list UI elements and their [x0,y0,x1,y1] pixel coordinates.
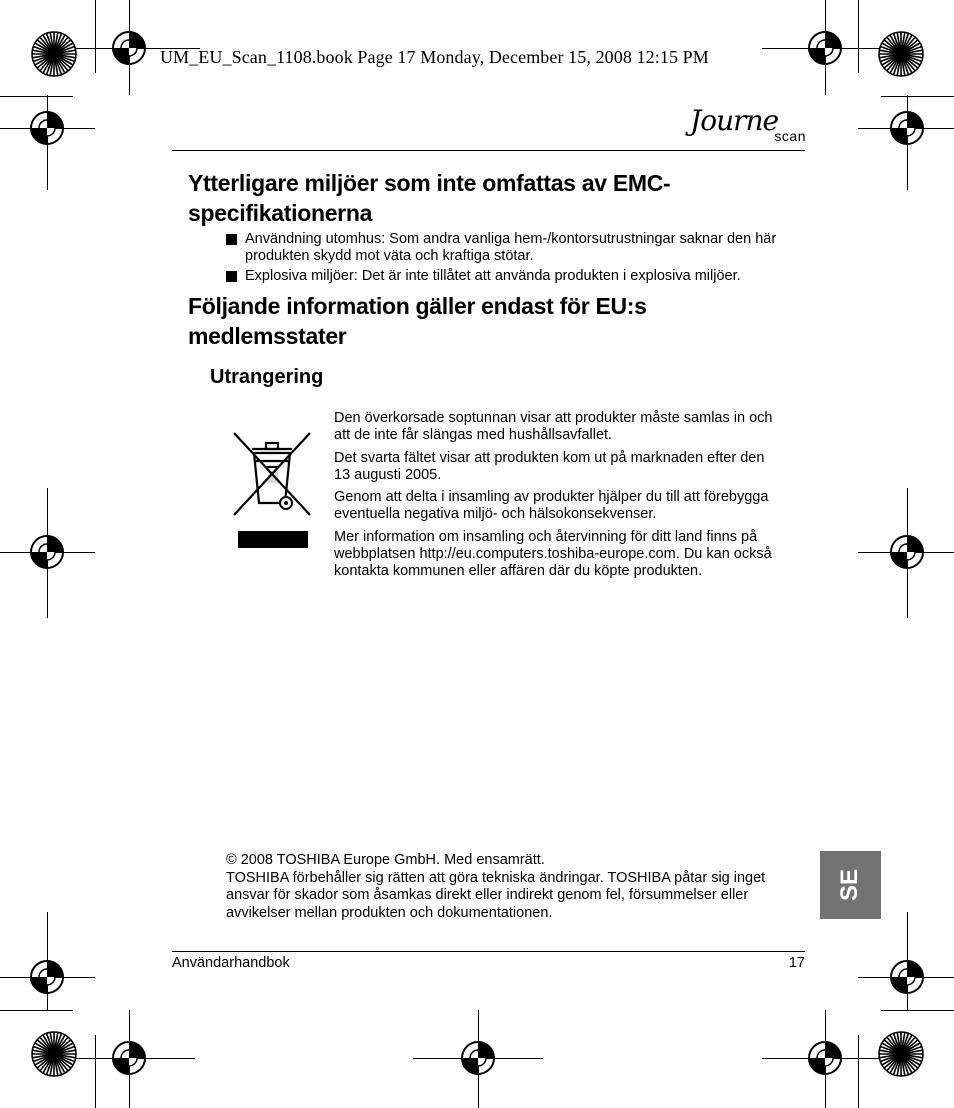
page-number: 17 [788,955,805,971]
registration-mark-icon [458,1038,498,1078]
language-tab [820,851,881,919]
registration-mark-icon [27,108,67,148]
copyright-notice [226,852,806,922]
section-heading-emc [188,168,670,228]
crop-mark-line [881,96,954,97]
disposal-text [334,410,784,586]
logo-script: Journe [690,104,779,137]
footer-manual-title: Användarhandbok [172,955,290,971]
heading-line: specifikationerna [188,200,373,226]
crossed-out-wheelie-bin-icon [232,431,312,519]
subheading-utrangering: Utrangering [210,366,324,388]
disclaimer-text: TOSHIBA förbehåller sig rätten att göra tekniska ändringar. TOSHIBA påtar sig inget ansvar för skador som åsamkas direkt eller indirekt genom fel, försummelser eller avvikelser mellan produkten och dokumentationen. [226,869,766,921]
list-item-text: Användning utomhus: Som andra vanliga hem-/kontorsutrustningar saknar den här produkten skydd mot väta och kraftiga stötar. [245,231,777,264]
paragraph: Det svarta fältet visar att produkten kom ut på marknaden efter den 13 augusti 2005. [334,449,765,483]
paragraph: Mer information om insamling och återvinning för ditt land finns på webbplatsen http://eu.computers.toshiba-europe.com. Du kan också kontakta kommunen eller affären där du köpte produkten. [334,528,772,580]
black-bar-marker [238,531,308,548]
square-bullet-icon [226,234,237,245]
registration-mark-icon [887,957,927,997]
crop-mark-line [881,1010,954,1011]
starburst-target-icon [877,30,925,78]
list-item [226,268,816,285]
header-rule [172,150,805,151]
heading-line: medlemsstater [188,323,347,349]
heading-line: Följande information gäller endast för EU:s [188,293,647,319]
square-bullet-icon [226,271,237,282]
heading-line: Ytterligare miljöer som inte omfattas av EMC- [188,170,671,196]
starburst-target-icon [30,30,78,78]
starburst-target-icon [877,1030,925,1078]
logo-sub: scan [774,128,806,144]
paragraph: Genom att delta i insamling av produkter hjälper du till att förebygga eventuella negativa miljö- och hälsokonsekvenser. [334,489,769,523]
crop-mark-line [858,0,859,73]
print-header: UM_EU_Scan_1108.book Page 17 Monday, December 15, 2008 12:15 PM [160,47,709,67]
registration-mark-icon [887,108,927,148]
list-item-text: Explosiva miljöer: Det är inte tillåtet att använda produkten i explosiva miljöer. [245,268,741,284]
crop-mark-line [95,0,96,73]
registration-mark-icon [27,532,67,572]
crop-mark-line [95,1035,96,1108]
registration-mark-icon [805,28,845,68]
crop-mark-line [0,96,73,97]
crop-mark-line [0,1010,73,1011]
registration-mark-icon [805,1038,845,1078]
registration-mark-icon [27,957,67,997]
starburst-target-icon [30,1030,78,1078]
registration-mark-icon [887,532,927,572]
registration-mark-icon [109,1038,149,1078]
bullet-list [226,231,816,288]
journe-scan-logo [686,104,808,152]
footer-rule [172,951,805,952]
paragraph: Den överkorsade soptunnan visar att produkter måste samlas in och att de inte får slängas med hushållsavfallet. [334,410,773,444]
crop-mark-line [858,1035,859,1108]
section-heading-eu [188,291,647,351]
language-tab-label: SE [836,868,864,902]
registration-mark-icon [109,28,149,68]
copyright-line: © 2008 TOSHIBA Europe GmbH. Med ensamrätt. [226,852,545,868]
list-item [226,231,816,265]
